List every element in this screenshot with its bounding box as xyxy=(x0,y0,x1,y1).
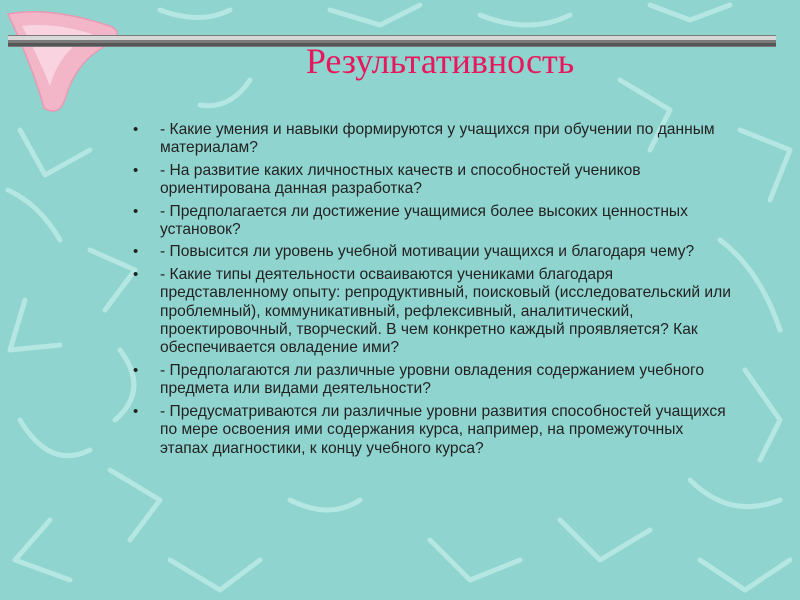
bullet-marker: • xyxy=(133,202,139,220)
bullet-text: - Предусматриваются ли различные уровни развития способностей учащихся по мере освоения ими содержания курса, например, на промежуточных этапах диагностики, к концу учебного курса? xyxy=(160,402,726,457)
bullet-marker: • xyxy=(133,361,139,379)
bullet-marker: • xyxy=(133,402,139,420)
bullet-text: - На развитие каких личностных качеств и способностей учеников ориентирована данная разработка? xyxy=(160,161,641,198)
list-item xyxy=(133,403,733,458)
slide-title: Результативность xyxy=(305,41,575,81)
bullet-text: - Какие умения и навыки формируются у учащихся при обучении по данным материалам? xyxy=(160,121,715,157)
bullet-marker: • xyxy=(133,265,139,283)
list-item xyxy=(133,243,733,261)
bullet-marker: • xyxy=(133,121,139,138)
list-item xyxy=(133,121,733,158)
bullet-list xyxy=(133,121,733,462)
list-item xyxy=(133,203,733,240)
bullet-text: - Предполагается ли достижение учащимися более высоких ценностных установок? xyxy=(160,202,688,239)
list-item xyxy=(133,362,733,399)
bullet-text: - Какие типы деятельности осваиваются учениками благодаря представленному опыту: репродуктивный, поисковый (исследовательский или проблемный), коммуникативный, рефлексивный, аналитический, проектировочный, творческий. В чем конкретно каждый проявляется? Как обеспечивается овладение ими? xyxy=(160,265,731,357)
list-item xyxy=(133,266,733,358)
list-item xyxy=(133,162,733,199)
pink-boomerang-logo xyxy=(0,0,140,130)
bullet-text: - Предполагаются ли различные уровни овладения содержанием учебного предмета или видами деятельности? xyxy=(160,361,705,398)
bullet-marker: • xyxy=(133,243,139,261)
bullet-marker: • xyxy=(133,161,139,179)
bullet-text: - Повысится ли уровень учебной мотивации учащихся и благодаря чему? xyxy=(160,243,695,261)
